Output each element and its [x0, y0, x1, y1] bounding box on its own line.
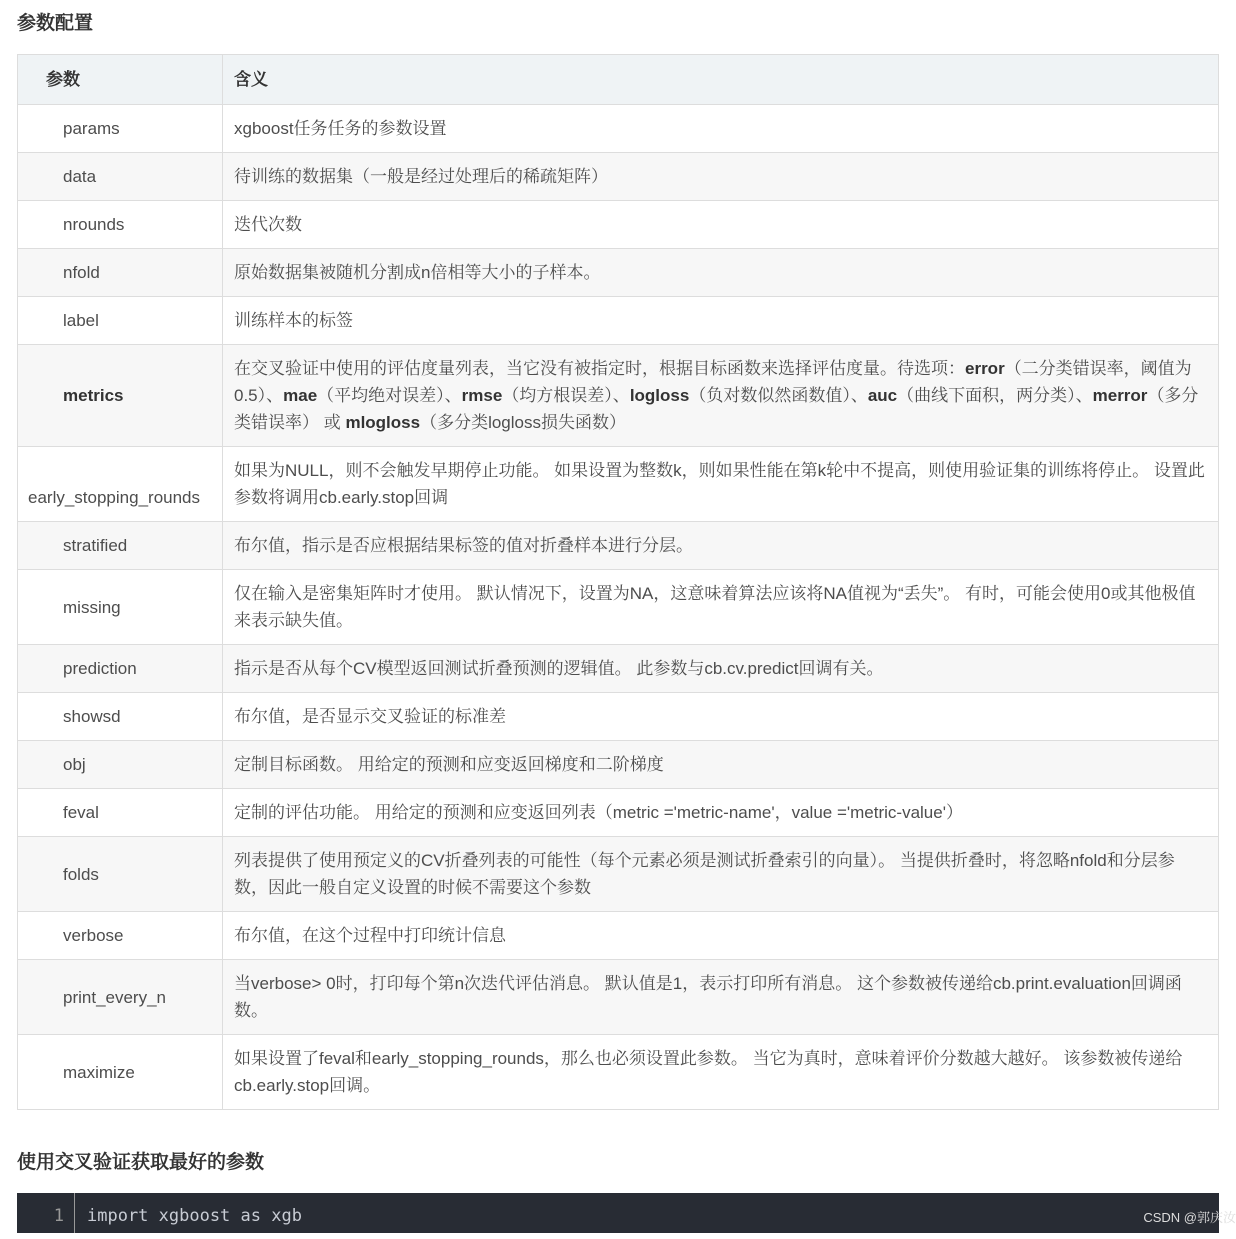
header-meaning: 含义: [223, 55, 1219, 105]
param-name: obj: [63, 755, 86, 774]
metric-name: mae: [283, 386, 318, 405]
description-text: （负对数似然函数值）、: [689, 386, 868, 405]
param-name: verbose: [63, 926, 124, 945]
description-text: 如果为NULL，则不会触发早期停止功能。 如果设置为整数k，则如果性能在第k轮中不提高，则使用验证集的训练将停止。 设置此参数将调用cb.early.stop回调: [234, 461, 1205, 507]
param-name: metrics: [63, 386, 124, 405]
description-text: （均方根误差）、: [502, 386, 630, 405]
param-name: data: [63, 167, 97, 186]
description-cell: [223, 570, 1219, 645]
description-text: 布尔值，是否显示交叉验证的标准差: [234, 707, 506, 726]
watermark: CSDN @郭庆汝: [1143, 1210, 1236, 1225]
metric-name: merror: [1092, 386, 1148, 405]
param-name: missing: [63, 597, 121, 617]
description-text: （曲线下面积，两分类）、: [897, 386, 1093, 405]
table-row: [18, 345, 1219, 447]
param-cell: [18, 570, 223, 645]
table-row: [18, 1035, 1219, 1110]
description-cell: [223, 789, 1219, 837]
section-title: 参数配置: [17, 13, 94, 34]
param-cell: [18, 297, 223, 345]
table-row: [18, 912, 1219, 960]
table-row: [18, 522, 1219, 570]
description-text: （二分类错误率，阈值为0.5）、: [234, 359, 1192, 405]
description-cell: [223, 1035, 1219, 1110]
param-cell: [18, 105, 223, 153]
table-row: [18, 447, 1219, 522]
description-text: 指示是否从每个CV模型返回测试折叠预测的逻辑值。 此参数与cb.cv.predict回调有关。: [234, 659, 884, 678]
code-block[interactable]: [17, 1193, 1219, 1233]
table-row: [18, 960, 1219, 1035]
description-cell: [223, 693, 1219, 741]
param-cell: [18, 960, 223, 1035]
description-text: 待训练的数据集（一般是经过处理后的稀疏矩阵）: [234, 167, 608, 186]
param-name: stratified: [63, 536, 128, 555]
table-row: [18, 789, 1219, 837]
param-cell: [18, 345, 223, 447]
header-param: 参数: [18, 55, 223, 105]
description-cell: [223, 912, 1219, 960]
description-cell: [223, 522, 1219, 570]
param-cell: [18, 522, 223, 570]
description-cell: [223, 741, 1219, 789]
param-cell: [18, 645, 223, 693]
metric-name: mlogloss: [345, 413, 421, 432]
description-text: 列表提供了使用预定义的CV折叠列表的可能性（每个元素必须是测试折叠索引的向量）。 当提供折叠时，将忽略nfold和分层参数，因此一般自定义设置的时候不需要这个参数: [234, 851, 1175, 897]
description-text: 原始数据集被随机分割成n倍相等大小的子样本。: [234, 263, 601, 282]
description-text: （多分类logloss损失函数）: [420, 413, 626, 432]
param-cell: [18, 789, 223, 837]
table-row: [18, 837, 1219, 912]
param-cell: [18, 693, 223, 741]
param-name: print_every_n: [63, 987, 167, 1007]
description-text: 定制目标函数。 用给定的预测和应变返回梯度和二阶梯度: [234, 755, 664, 774]
param-name: params: [63, 119, 120, 138]
table-row: [18, 741, 1219, 789]
param-name: feval: [63, 803, 99, 822]
section2-title: 使用交叉验证获取最好的参数: [17, 1152, 265, 1173]
description-text: 仅在输入是密集矩阵时才使用。 默认情况下，设置为NA，这意味着算法应该将NA值视为“丢失”。 有时，可能会使用0或其他极值来表示缺失值。: [234, 584, 1196, 630]
param-name: folds: [63, 864, 99, 884]
metric-name: auc: [867, 386, 898, 405]
param-cell: [18, 837, 223, 912]
description-cell: [223, 345, 1219, 447]
description-text: （平均绝对误差）、: [317, 386, 462, 405]
param-cell: [18, 741, 223, 789]
description-text: （多分类错误率） 或: [234, 386, 1199, 432]
description-text: 如果设置了feval和early_stopping_rounds，那么也必须设置此参数。 当它为真时，意味着评价分数越大越好。 该参数被传递给cb.early.stop回调。: [234, 1049, 1183, 1095]
description-text: 当verbose> 0时，打印每个第n次迭代评估消息。 默认值是1，表示打印所有消息。 这个参数被传递给cb.print.evaluation回调函数。: [234, 974, 1182, 1020]
description-cell: [223, 297, 1219, 345]
metric-name: logloss: [629, 386, 690, 405]
param-cell: [18, 912, 223, 960]
table-row: [18, 297, 1219, 345]
description-cell: [223, 645, 1219, 693]
description-cell: [223, 105, 1219, 153]
description-text: 迭代次数: [234, 215, 302, 234]
description-text: 定制的评估功能。 用给定的预测和应变返回列表（metric ='metric-name'，value ='metric-value'）: [234, 803, 963, 822]
table-row: [18, 645, 1219, 693]
param-name: nrounds: [63, 215, 125, 234]
description-cell: [223, 201, 1219, 249]
description-text: 在交叉验证中使用的评估度量列表，当它没有被指定时，根据目标函数来选择评估度量。待选项：: [234, 359, 965, 378]
description-cell: [223, 960, 1219, 1035]
description-text: 布尔值，指示是否应根据结果标签的值对折叠样本进行分层。: [234, 536, 693, 555]
param-cell: [18, 1035, 223, 1110]
table-row: [18, 249, 1219, 297]
param-name: label: [63, 311, 99, 330]
params-table: [17, 54, 1219, 1110]
table-row: [18, 693, 1219, 741]
description-text: 训练样本的标签: [234, 311, 353, 330]
table-row: [18, 105, 1219, 153]
param-name: early_stopping_rounds: [28, 488, 201, 507]
code-line: import xgboost as xgb: [87, 1206, 302, 1226]
table-row: [18, 153, 1219, 201]
line-number: 1: [17, 1193, 75, 1233]
description-cell: [223, 837, 1219, 912]
description-cell: [223, 249, 1219, 297]
param-name: maximize: [63, 1062, 135, 1082]
description-text: xgboost任务任务的参数设置: [234, 119, 447, 138]
table-row: [18, 570, 1219, 645]
table-row: [18, 201, 1219, 249]
param-cell: [18, 447, 223, 522]
param-name: showsd: [63, 707, 121, 726]
metric-name: rmse: [461, 386, 503, 405]
param-cell: [18, 153, 223, 201]
metric-name: error: [965, 359, 1005, 378]
param-cell: [18, 201, 223, 249]
param-cell: [18, 249, 223, 297]
param-name: prediction: [63, 659, 137, 678]
description-cell: [223, 447, 1219, 522]
param-name: nfold: [63, 263, 100, 282]
description-text: 布尔值，在这个过程中打印统计信息: [234, 926, 506, 945]
description-cell: [223, 153, 1219, 201]
table-header-row: [18, 55, 1219, 105]
